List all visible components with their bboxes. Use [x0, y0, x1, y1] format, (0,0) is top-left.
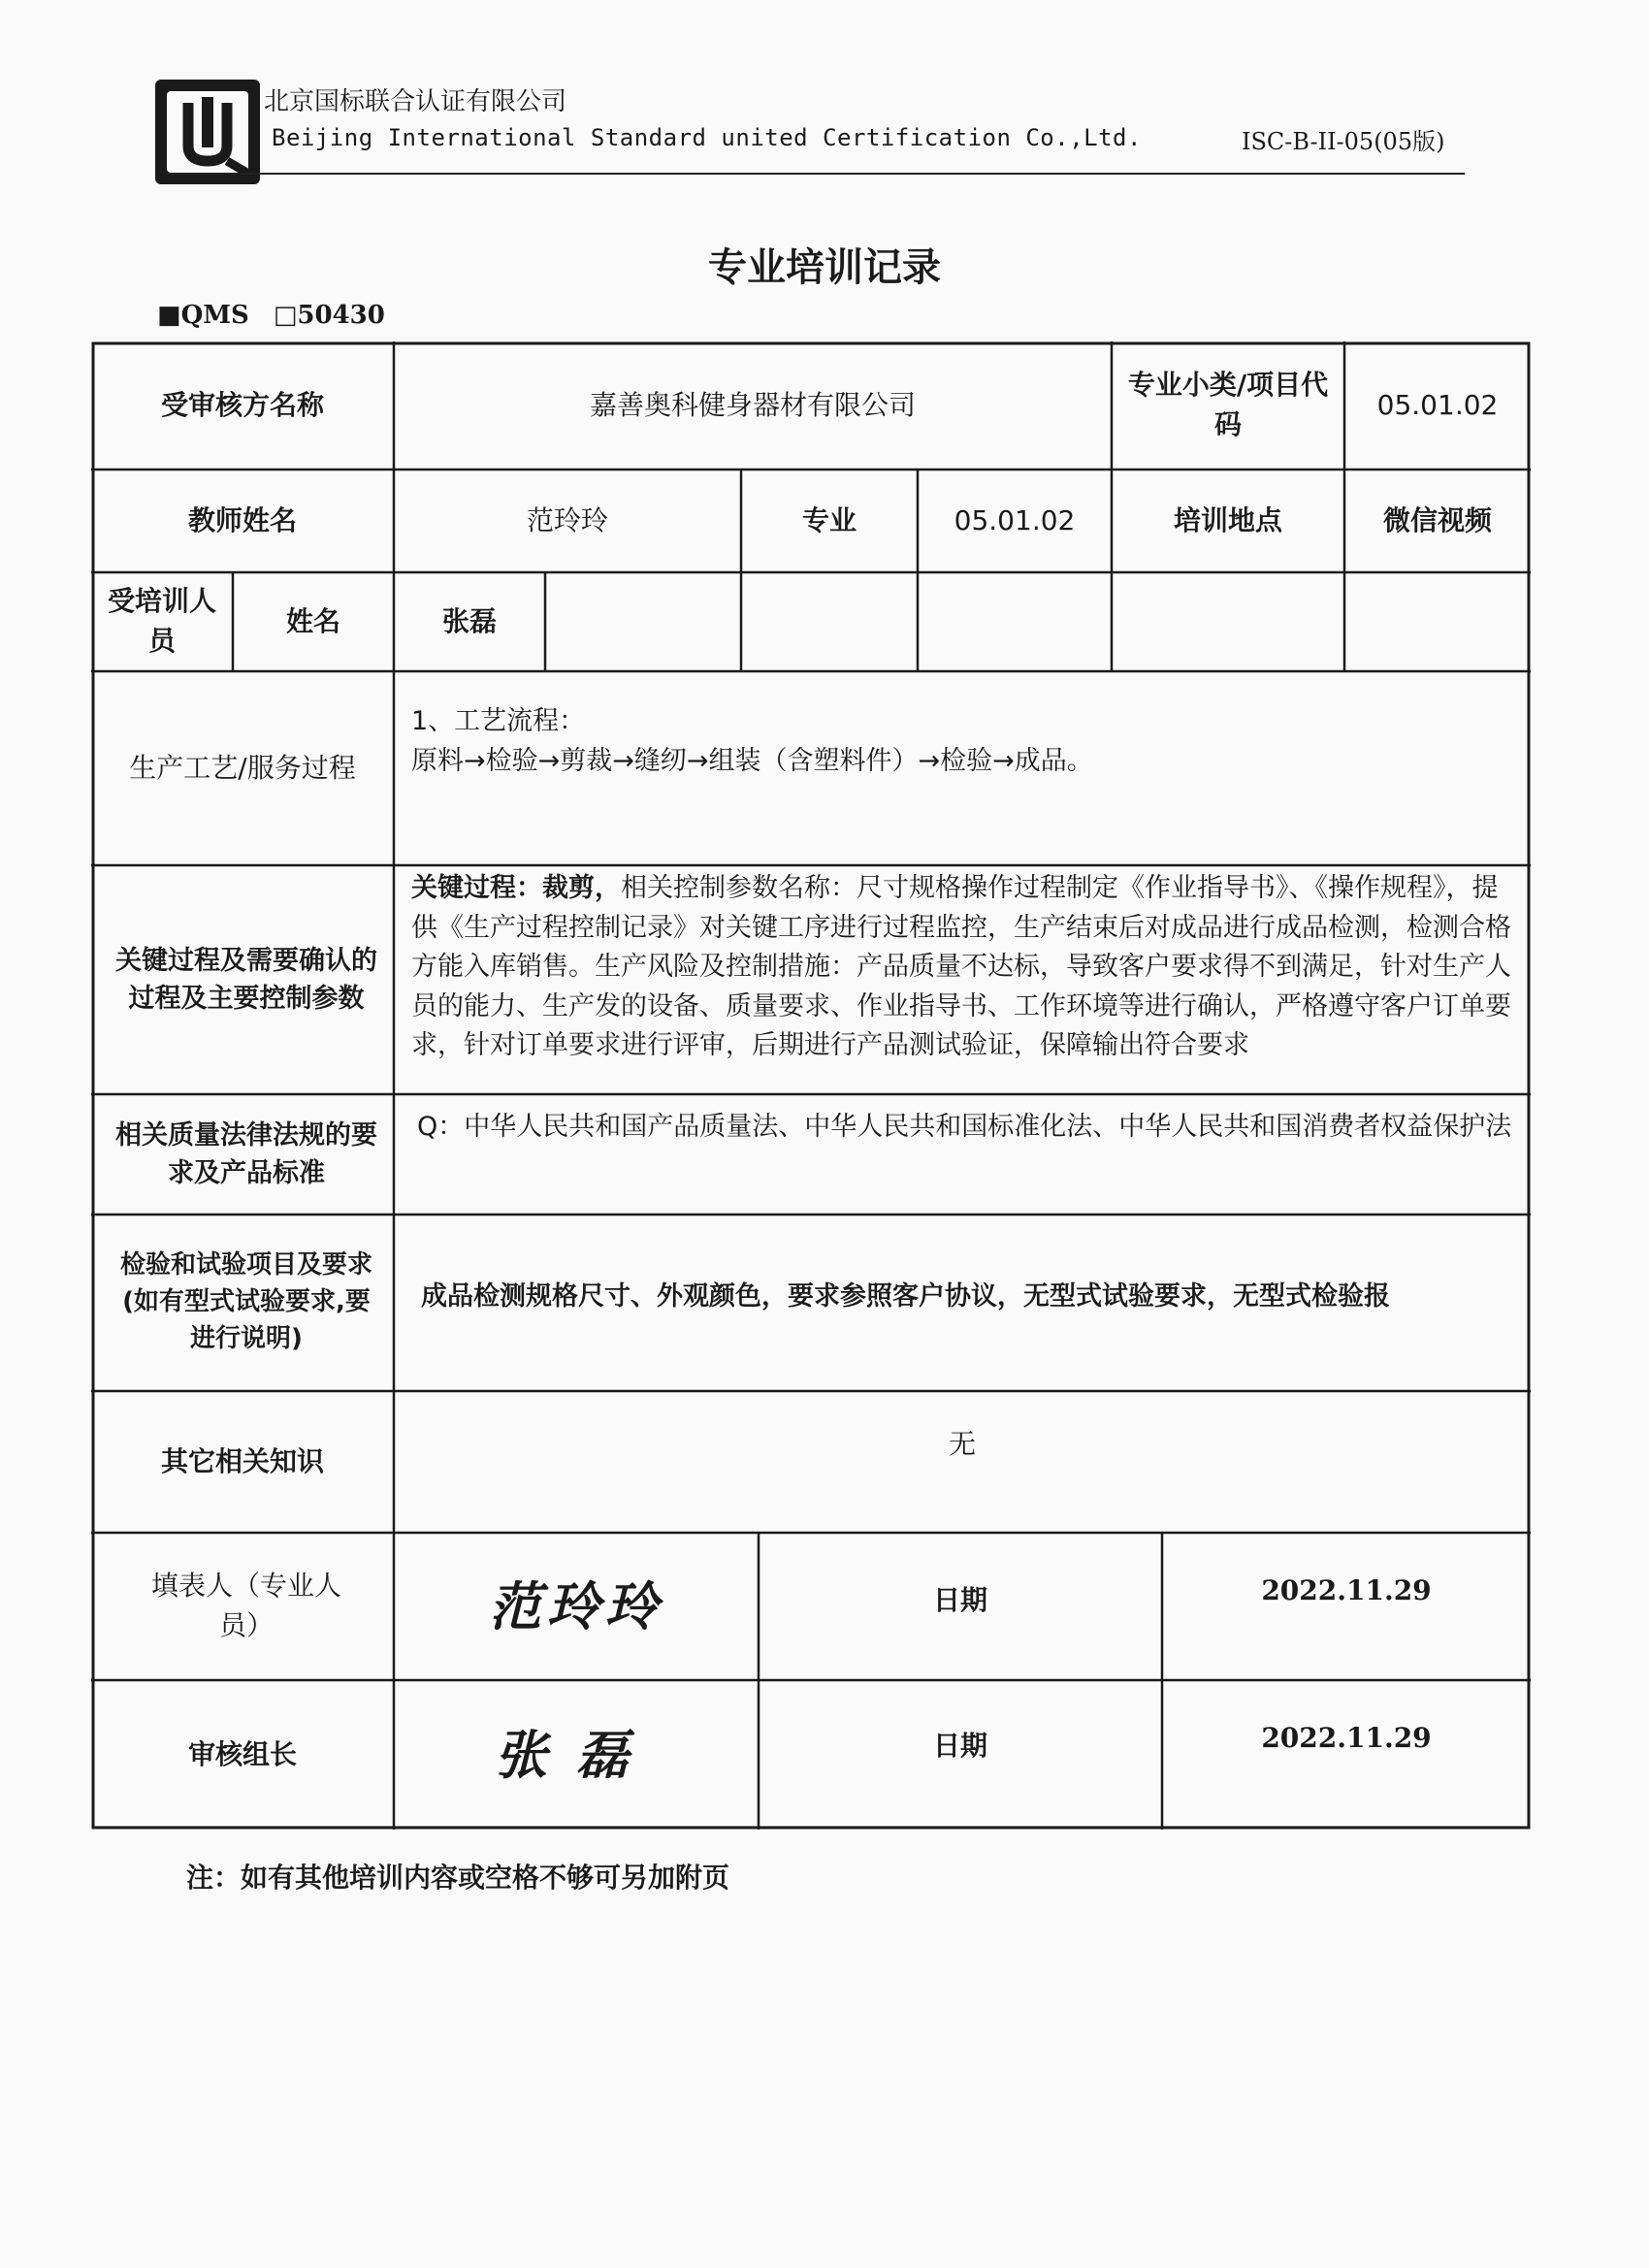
location-value: 微信视频: [1382, 503, 1492, 536]
company-logo-icon: [153, 78, 262, 186]
key-process-highlight: 关键过程：裁剪，: [411, 873, 621, 903]
subcategory-label: 专业小类/项目代码: [1127, 369, 1329, 440]
filler-signature: 范玲玲: [489, 1574, 663, 1637]
major-value: 05.01.02: [954, 503, 1076, 536]
location-label: 培训地点: [1173, 503, 1282, 536]
auditee-value: 嘉善奥科健身器材有限公司: [589, 388, 916, 421]
other-knowledge-value: 无: [948, 1427, 976, 1460]
process-label: 生产工艺/服务过程: [129, 751, 356, 784]
trainee-name-value: 张磊: [441, 604, 497, 637]
leader-date-value: 2022.11.29: [1261, 1721, 1432, 1754]
company-name-en: Beijing International Standard united Certification Co.,Ltd.: [272, 124, 1142, 151]
trainee-label: 受培训人员: [107, 585, 216, 657]
subcategory-value: 05.01.02: [1376, 388, 1499, 421]
company-name-cn: 北京国标联合认证有限公司: [264, 87, 567, 116]
key-process-text: 相关控制参数名称：尺寸规格操作过程制定《作业指导书》、《操作规程》，提供《生产过程控制记录》对关键工序进行过程监控，生产结束后对成品进行成品检测，检测合格方能入库销售。生产风险及控制措施：产品质量不达标，导致客户要求得不到满足，针对生产人员的能力、生产发的设备、质量要求、作业指导书、工作环境等进行确认，严格遵守客户订单要求，针对订单要求进行评审，后期进行产品测试验证，保障输出符合要求: [411, 873, 1511, 1060]
major-label: 专业: [801, 503, 857, 536]
teacher-label: 教师姓名: [187, 503, 297, 536]
teacher-value: 范玲玲: [526, 503, 608, 536]
leader-date-label: 日期: [932, 1729, 987, 1762]
key-process-content: [411, 869, 1513, 1090]
leader-signature: 张磊: [495, 1723, 658, 1786]
process-line-1: 1、工艺流程：: [411, 706, 586, 736]
filler-date-value: 2022.11.29: [1261, 1573, 1432, 1606]
scope-line: [157, 301, 401, 330]
page-title: 专业培训记录: [708, 245, 941, 290]
document-code: ISC-B-II-05(05版): [1242, 128, 1445, 155]
footer-note: 注：如有其他培训内容或空格不够可另加附页: [186, 1862, 730, 1894]
other-knowledge-label: 其它相关知识: [160, 1444, 324, 1477]
training-form-table: [91, 341, 1531, 1830]
process-content: [411, 702, 1507, 848]
inspection-content: 成品检测规格尺寸、外观颜色，要求参照客户协议，无型式试验要求，无型式检验报: [421, 1280, 1390, 1312]
qms-checkbox-label: ■QMS: [157, 301, 249, 330]
auditee-label: 受审核方名称: [160, 388, 324, 421]
trainee-name-label: 姓名: [285, 604, 340, 637]
leader-label: 审核组长: [187, 1737, 297, 1770]
inspection-label: 检验和试验项目及要求(如有型式试验要求,要进行说明): [119, 1250, 372, 1353]
filler-label: 填表人（专业人员）: [150, 1570, 341, 1641]
law-label: 相关质量法律法规的要求及产品标准: [115, 1119, 377, 1188]
key-process-label: 关键过程及需要确认的过程及主要控制参数: [115, 945, 377, 1014]
law-content: Q：中华人民共和国产品质量法、中华人民共和国标准化法、中华人民共和国消费者权益保护法: [417, 1112, 1512, 1142]
code-checkbox-label: □50430: [273, 301, 385, 330]
process-line-2: 原料→检验→剪裁→缝纫→组装（含塑料件）→检验→成品。: [411, 745, 1093, 776]
filler-date-label: 日期: [932, 1583, 987, 1616]
header-divider: [165, 173, 1465, 175]
